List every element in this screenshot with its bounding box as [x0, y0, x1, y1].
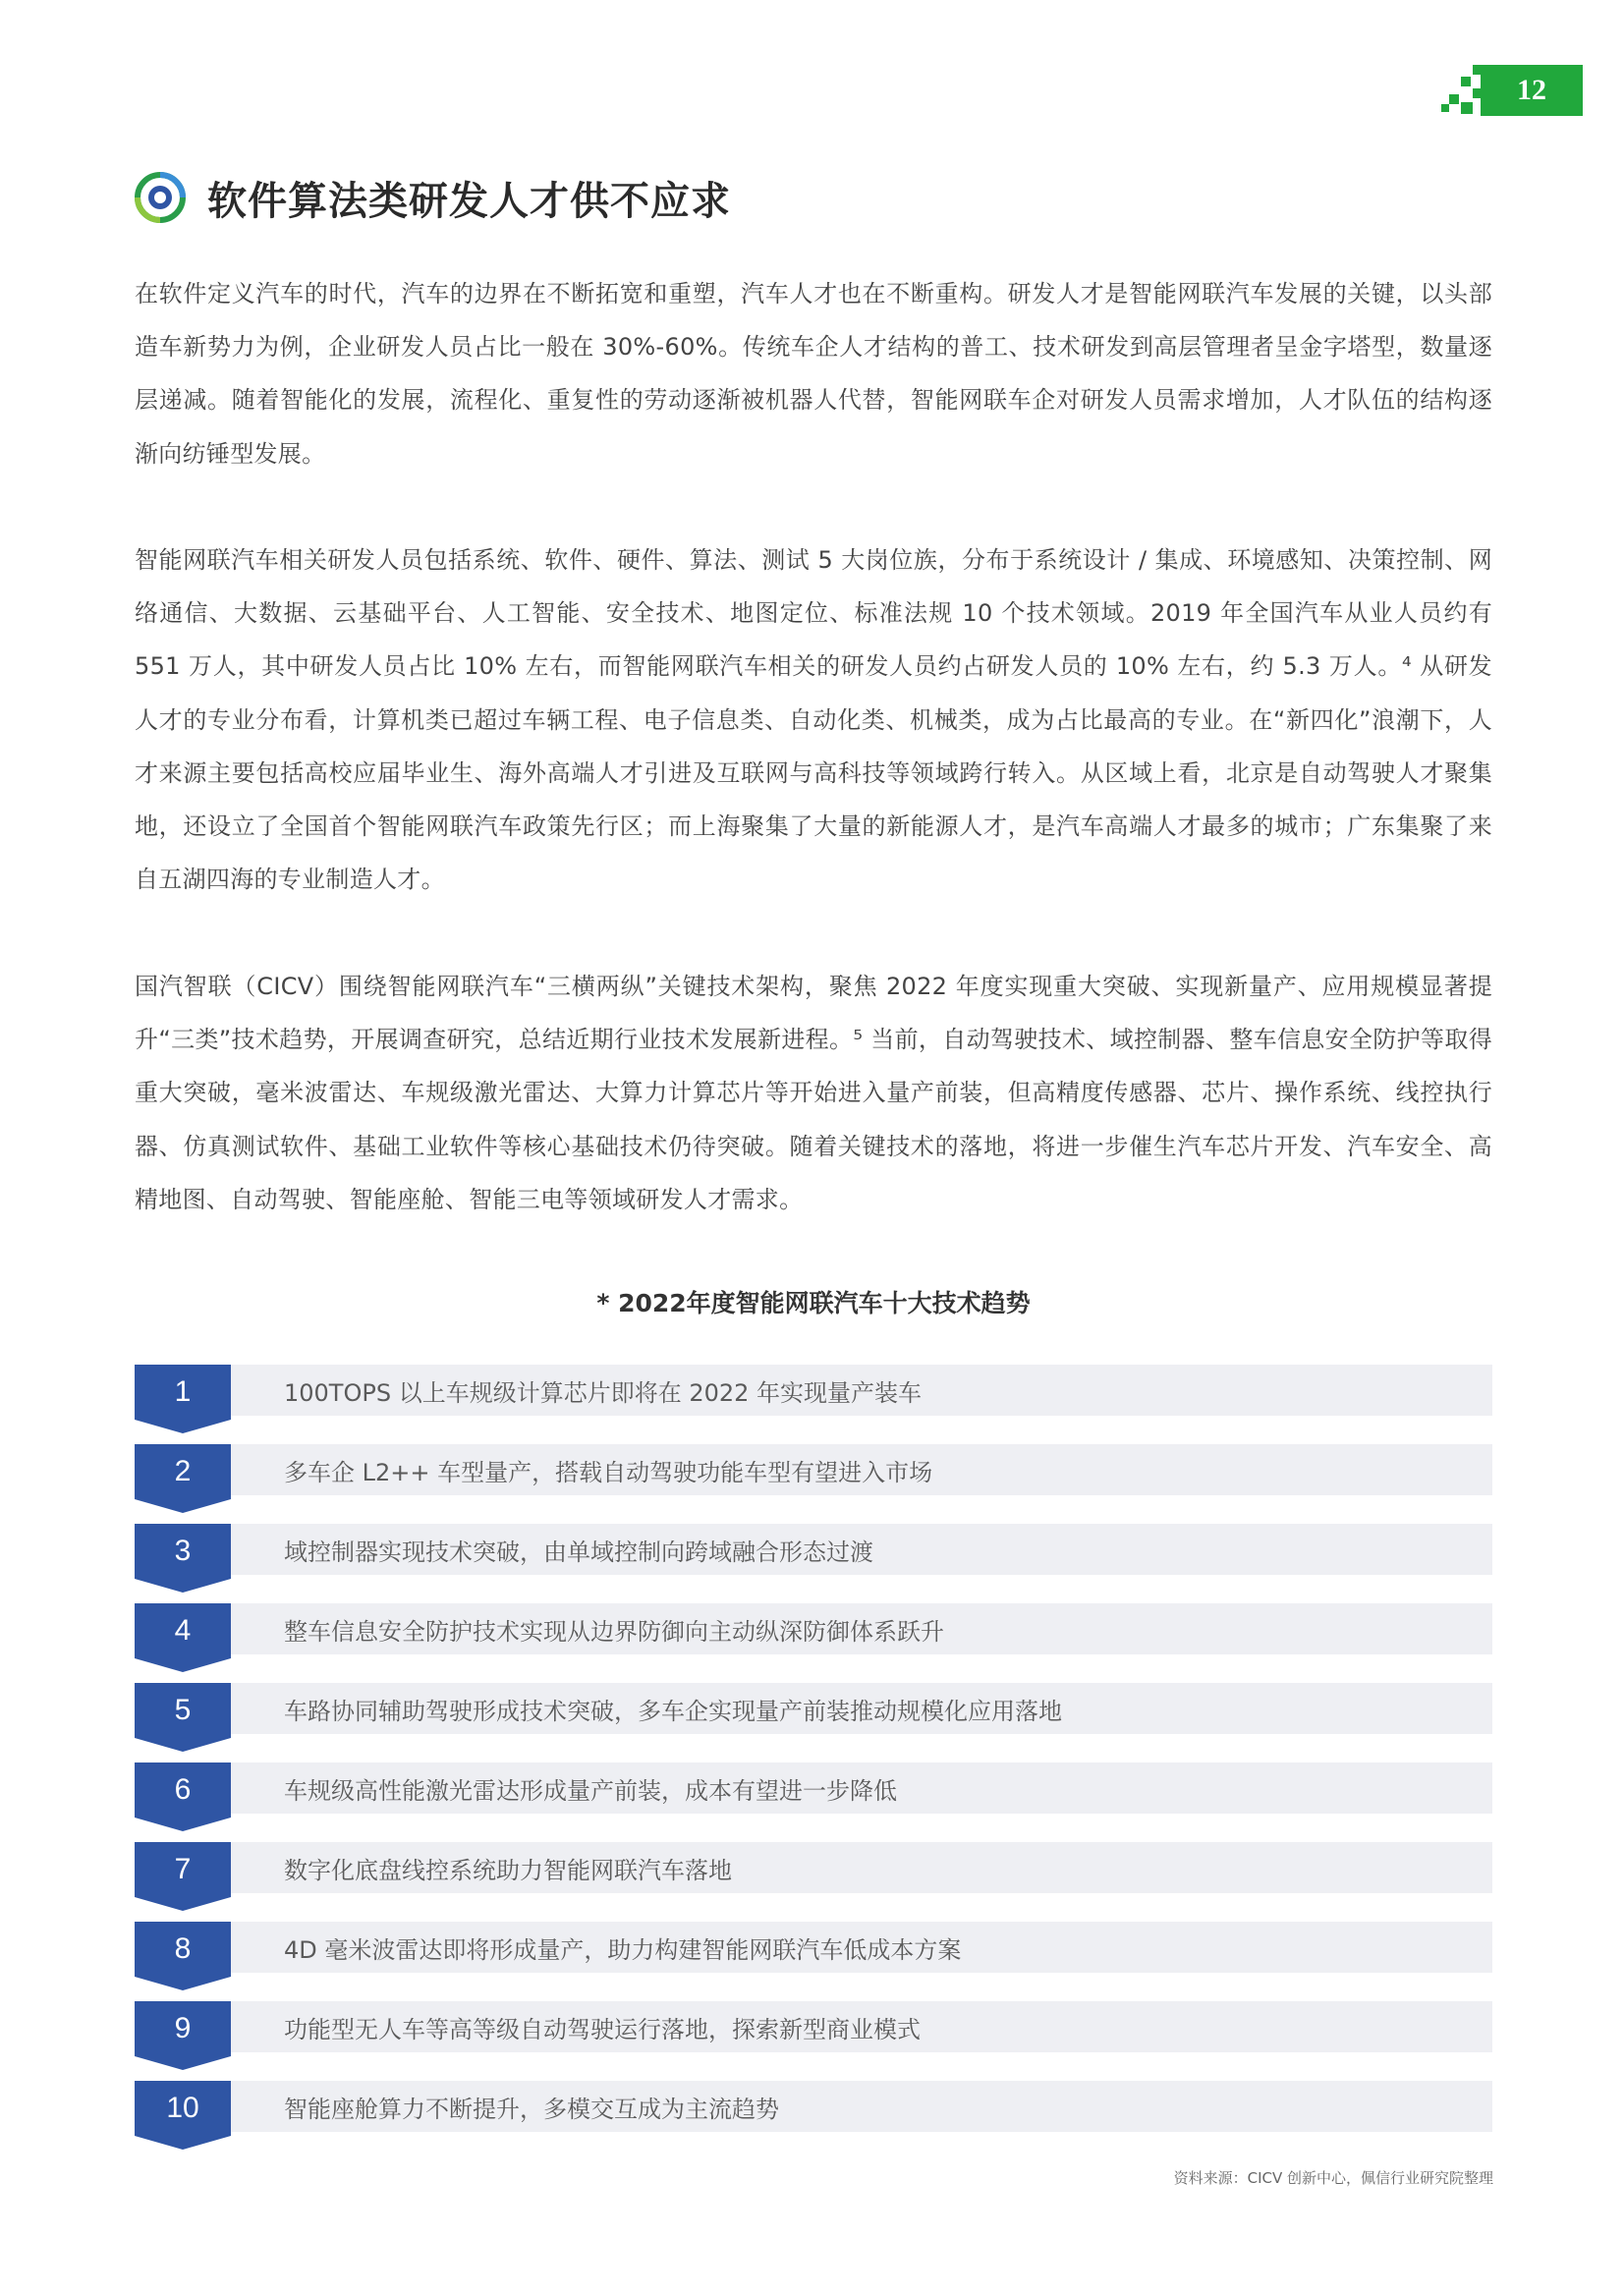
trend-number-badge	[135, 2001, 231, 2070]
trend-number: 7	[174, 1853, 192, 1885]
trend-number-badge	[135, 2081, 231, 2150]
trend-text: 4D 毫米波雷达即将形成量产，助力构建智能网联汽车低成本方案	[284, 1935, 962, 1964]
pixel-decoration	[1449, 94, 1459, 104]
trend-item	[135, 1762, 1492, 1842]
trend-number-badge	[135, 1762, 231, 1831]
trend-text: 车规级高性能激光雷达形成量产前装，成本有望进一步降低	[284, 1776, 897, 1805]
trend-number-badge	[135, 1842, 231, 1911]
body-paragraph: 在软件定义汽车的时代，汽车的边界在不断拓宽和重塑，汽车人才也在不断重构。研发人才是智能网联汽车发展的关键，以头部造车新势力为例，企业研发人员占比一般在 30%-60%。传统车企人才结构的普工、技术研发到高层管理者呈金字塔型，数量逐层递减。随着智能化的发展，流程化、重复性的劳动逐渐被机器人代替，智能网联车企对研发人员需求增加，人才队伍的结构逐渐向纺锤型发展。	[135, 280, 1493, 468]
pixel-decoration	[1461, 77, 1471, 86]
page-number-badge	[1441, 65, 1583, 116]
trend-item	[135, 1683, 1492, 1762]
trend-text: 整车信息安全防护技术实现从边界防御向主动纵深防御体系跃升	[284, 1617, 944, 1646]
trend-number: 10	[166, 2092, 199, 2124]
trend-list	[135, 1365, 1492, 2160]
source-note: 资料来源：CICV 创新中心，佩信行业研究院整理	[1173, 2169, 1493, 2187]
trend-number-badge	[135, 1365, 231, 1433]
trend-number: 9	[174, 2012, 192, 2044]
trend-number: 6	[174, 1773, 192, 1806]
trend-number-badge	[135, 1922, 231, 1990]
pixel-decoration	[1441, 104, 1449, 112]
trend-number: 5	[174, 1694, 192, 1726]
trend-number: 2	[174, 1455, 192, 1487]
target-logo-icon	[135, 172, 186, 223]
section-heading	[135, 167, 731, 228]
trend-number-badge	[135, 1524, 231, 1593]
trend-item	[135, 2001, 1492, 2081]
trend-number: 3	[174, 1535, 192, 1567]
trend-text: 车路协同辅助驾驶形成技术突破，多车企实现量产前装推动规模化应用落地	[284, 1697, 1062, 1725]
trend-text: 域控制器实现技术突破，由单域控制向跨域融合形态过渡	[284, 1538, 873, 1566]
trend-number-badge	[135, 1444, 231, 1513]
trend-item	[135, 1444, 1492, 1524]
trend-number-badge	[135, 1683, 231, 1752]
trend-item	[135, 1603, 1492, 1683]
trend-item	[135, 1365, 1492, 1444]
trend-number: 4	[174, 1614, 192, 1647]
body-paragraph: 国汽智联（CICV）围绕智能网联汽车“三横两纵”关键技术架构，聚焦 2022 年度实现重大突破、实现新量产、应用规模显著提升“三类”技术趋势，开展调查研究，总结近期行业技术发展新进程。⁵ 当前，自动驾驶技术、域控制器、整车信息安全防护等取得重大突破，毫米波雷达、车规级激光雷达、大算力计算芯片等开始进入量产前装，但高精度传感器、芯片、操作系统、线控执行器、仿真测试软件、基础工业软件等核心基础技术仍待突破。随着关键技术的落地，将进一步催生汽车芯片开发、汽车安全、高精地图、自动驾驶、智能座舱、智能三电等领域研发人才需求。	[135, 973, 1492, 1213]
trend-text: 智能座舱算力不断提升，多模交互成为主流趋势	[284, 2095, 779, 2123]
trend-item	[135, 2081, 1492, 2160]
trend-number: 8	[174, 1932, 192, 1965]
trend-number: 1	[174, 1375, 192, 1408]
trend-number-badge	[135, 1603, 231, 1672]
trend-text: 功能型无人车等高等级自动驾驶运行落地，探索新型商业模式	[284, 2015, 921, 2043]
trend-item	[135, 1842, 1492, 1922]
body-paragraph: 智能网联汽车相关研发人员包括系统、软件、硬件、算法、测试 5 大岗位族，分布于系统设计 / 集成、环境感知、决策控制、网络通信、大数据、云基础平台、人工智能、安全技术、地图定位、标准法规 10 个技术领域。2019 年全国汽车从业人员约有 551 万人，其中研发人员占比 10% 左右，而智能网联汽车相关的研发人员约占研发人员的 10% 左右，约 5.3 万人。⁴ 从研发人才的专业分布看，计算机类已超过车辆工程、电子信息类、自动化类、机械类，成为占比最高的专业。在“新四化”浪潮下，人才来源主要包括高校应届毕业生、海外高端人才引进及互联网与高科技等领域跨行转入。从区域上看，北京是自动驾驶人才聚集地，还设立了全国首个智能网联汽车政策先行区；而上海聚集了大量的新能源人才，是汽车高端人才最多的城市；广东集聚了来自五湖四海的专业制造人才。	[135, 546, 1492, 894]
trend-text: 100TOPS 以上车规级计算芯片即将在 2022 年实现量产装车	[284, 1378, 923, 1407]
pixel-decoration	[1461, 102, 1473, 114]
trend-text: 多车企 L2++ 车型量产，搭载自动驾驶功能车型有望进入市场	[284, 1458, 933, 1486]
page-title: 软件算法类研发人才供不应求	[207, 178, 731, 224]
trend-text: 数字化底盘线控系统助力智能网联汽车落地	[284, 1856, 732, 1884]
trend-item	[135, 1922, 1492, 2001]
page-number: 12	[1481, 65, 1583, 116]
trend-list-title: * 2022年度智能网联汽车十大技术趋势	[596, 1289, 1031, 1317]
trend-item	[135, 1524, 1492, 1603]
